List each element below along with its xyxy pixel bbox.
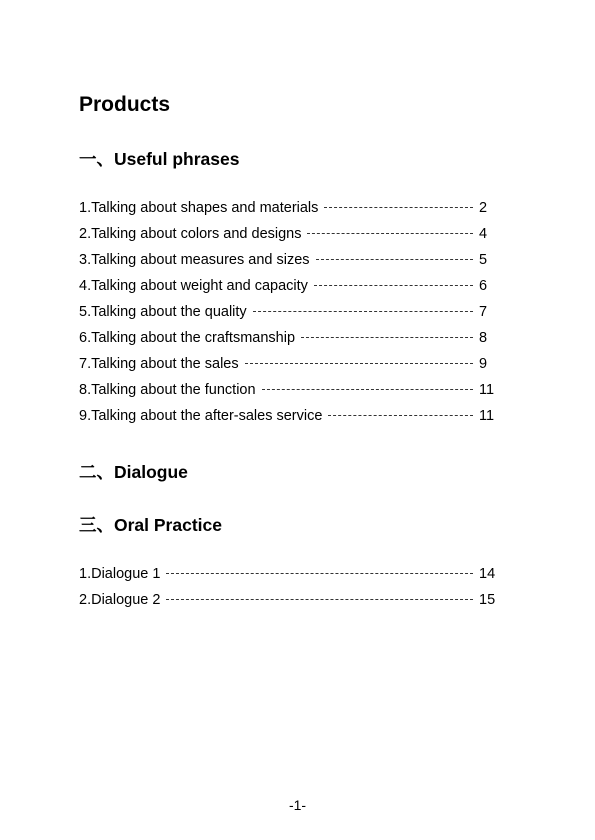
section-heading-oral-practice	[79, 513, 222, 538]
dotted-leader	[301, 337, 473, 338]
toc-entry-title: 2.Talking about colors and designs	[79, 226, 302, 242]
dotted-leader	[253, 311, 473, 312]
toc-entry[interactable]	[79, 354, 499, 380]
toc-entry[interactable]	[79, 590, 499, 616]
toc-entry-title: 1.Talking about shapes and materials	[79, 200, 319, 216]
toc-entry-title: 7.Talking about the sales	[79, 356, 239, 372]
dotted-leader	[166, 573, 473, 574]
section-title: Dialogue	[114, 462, 188, 482]
dotted-leader	[307, 233, 473, 234]
toc-entry-title: 2.Dialogue 2	[79, 592, 161, 608]
toc-entry-page: 14	[479, 566, 496, 582]
toc-list-oral-practice	[79, 564, 499, 616]
toc-entry-title: 8.Talking about the function	[79, 382, 256, 398]
toc-entry-title: 1.Dialogue 1	[79, 566, 161, 582]
toc-entry-title: 9.Talking about the after-sales service	[79, 408, 323, 424]
toc-entry[interactable]	[79, 406, 499, 432]
toc-entry-page: 8	[479, 330, 488, 346]
dotted-leader	[316, 259, 473, 260]
toc-entry[interactable]	[79, 380, 499, 406]
toc-entry-title: 5.Talking about the quality	[79, 304, 247, 320]
toc-entry-page: 9	[479, 356, 488, 372]
toc-entry-page: 4	[479, 226, 488, 242]
toc-entry-title: 3.Talking about measures and sizes	[79, 252, 310, 268]
toc-entry[interactable]	[79, 250, 499, 276]
section-heading-dialogue	[79, 460, 188, 485]
toc-entry-page: 7	[479, 304, 488, 320]
toc-entry-title: 4.Talking about weight and capacity	[79, 278, 308, 294]
toc-entry[interactable]	[79, 302, 499, 328]
section-numeral: 三、	[79, 516, 114, 536]
section-numeral: 二、	[79, 463, 114, 483]
section-title: Useful phrases	[114, 149, 240, 169]
toc-entry[interactable]	[79, 276, 499, 302]
toc-list-useful-phrases	[79, 198, 499, 432]
dotted-leader	[262, 389, 473, 390]
toc-entry-page: 11	[479, 408, 495, 424]
toc-entry-page: 11	[479, 382, 495, 398]
toc-entry[interactable]	[79, 328, 499, 354]
toc-entry-title: 6.Talking about the craftsmanship	[79, 330, 296, 346]
dotted-leader	[324, 207, 473, 208]
section-heading-useful-phrases	[79, 147, 239, 172]
toc-entry[interactable]	[79, 224, 499, 250]
dotted-leader	[245, 363, 473, 364]
toc-entry-page: 5	[479, 252, 488, 268]
dotted-leader	[314, 285, 473, 286]
dotted-leader	[166, 599, 473, 600]
toc-entry-page: 15	[479, 592, 496, 608]
dotted-leader	[328, 415, 473, 416]
page-title: Products	[79, 93, 171, 116]
toc-entry-page: 2	[479, 200, 488, 216]
section-numeral: 一、	[79, 150, 114, 170]
toc-entry[interactable]	[79, 564, 499, 590]
page-number: -1-	[288, 797, 307, 813]
toc-entry[interactable]	[79, 198, 499, 224]
toc-entry-page: 6	[479, 278, 488, 294]
section-title: Oral Practice	[114, 515, 222, 535]
